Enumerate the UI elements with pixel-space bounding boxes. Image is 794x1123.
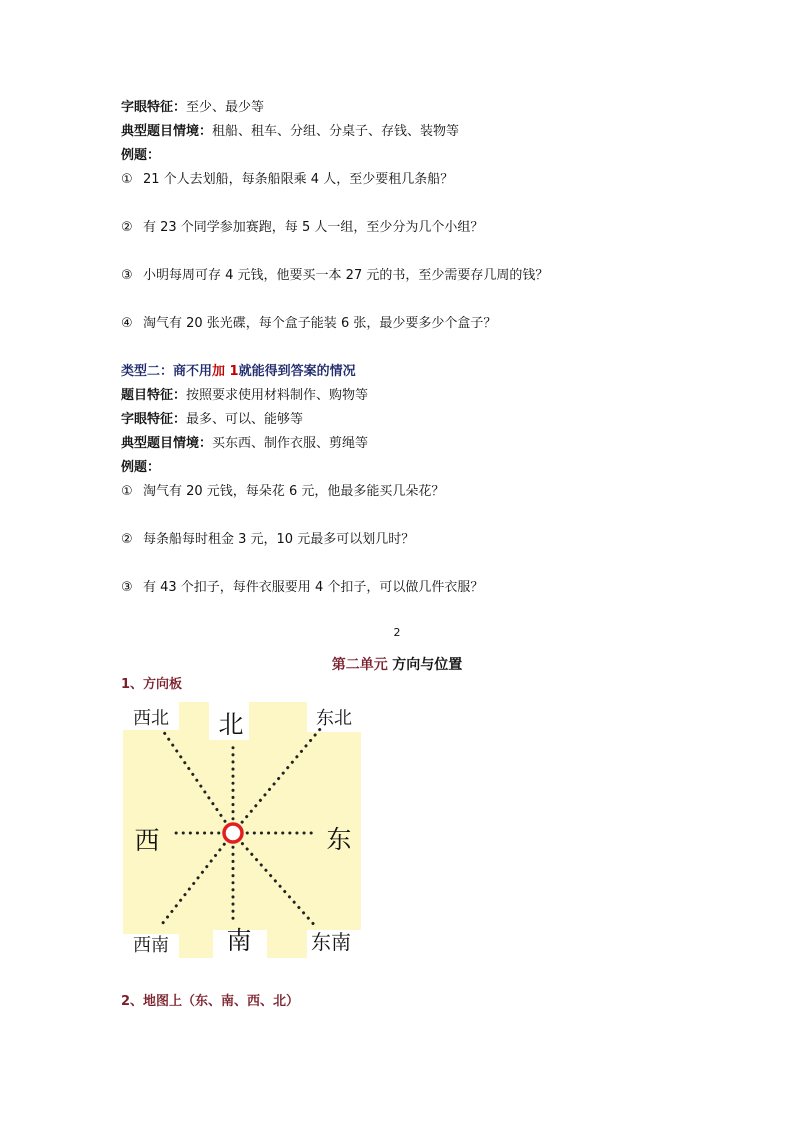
label-east: 东 <box>326 825 352 854</box>
example-item <box>121 219 483 237</box>
label-north: 北 <box>218 710 244 739</box>
scenario-label: 典型题目情境： <box>121 124 213 139</box>
label-northeast: 东北 <box>316 708 352 729</box>
example-item <box>121 267 548 285</box>
center-ring <box>224 824 242 842</box>
keywords-value: 最多、可以、能够等 <box>186 412 304 427</box>
keywords-label: 字眼特征： <box>121 412 187 427</box>
example-item <box>121 531 414 549</box>
example-text: 淘气有 20 元钱，每朵花 6 元，他最多能买几朵花？ <box>143 484 445 499</box>
example-text: 小明每周可存 4 元钱，他要买一本 27 元的书，至少需要存几周的钱？ <box>143 268 549 283</box>
examples-label-2: 例题： <box>121 460 161 475</box>
example-text: 淘气有 20 张光碟，每个盒子能装 6 张，最少要多少个盒子？ <box>143 316 497 331</box>
page-number: 2 <box>393 626 401 639</box>
example-text: 有 23 个同学参加赛跑，每 5 人一组，至少分为几个小组？ <box>143 220 484 235</box>
unit-title <box>0 654 794 674</box>
scenario-value: 买东西、制作衣服、剪绳等 <box>212 436 369 451</box>
topic-line <box>121 387 368 405</box>
topic-value: 按照要求使用材料制作、购物等 <box>186 388 369 403</box>
item-2-title: 2、地图上（东、南、西、北） <box>121 994 300 1009</box>
example-text: 每条船每时租金 3 元，10 元最多可以划几时？ <box>143 532 415 547</box>
example-item <box>121 483 444 501</box>
direction-board <box>121 702 365 960</box>
keywords-label: 字眼特征： <box>121 100 187 115</box>
label-northwest: 西北 <box>133 708 169 729</box>
example-item <box>121 315 496 333</box>
example-text: 21 个人去划船，每条船限乘 4 人，至少要租几条船？ <box>143 172 454 187</box>
keywords-line-1 <box>121 99 264 117</box>
example-item <box>121 579 483 597</box>
example-number: ① <box>121 484 133 499</box>
label-south: 南 <box>226 926 252 955</box>
heading-suffix: 就能得到答案的情况 <box>238 364 356 379</box>
scenario-value: 租船、租车、分组、分桌子、存钱、装物等 <box>212 124 460 139</box>
topic-label: 题目特征： <box>121 388 187 403</box>
example-number: ④ <box>121 316 133 331</box>
example-number: ① <box>121 172 133 187</box>
example-number: ③ <box>121 580 133 595</box>
unit-prefix: 第二单元 <box>331 657 388 673</box>
label-southwest: 西南 <box>133 935 169 956</box>
example-text: 有 43 个扣子，每件衣服要用 4 个扣子，可以做几件衣服？ <box>143 580 484 595</box>
scenario-line-2 <box>121 435 368 453</box>
unit-name: 方向与位置 <box>392 657 463 673</box>
label-southeast: 东南 <box>311 930 351 954</box>
example-number: ② <box>121 532 133 547</box>
label-west: 西 <box>134 826 160 855</box>
heading-prefix: 类型二：商不用 <box>121 364 213 379</box>
item-1-title: 1、方向板 <box>121 677 183 692</box>
type-two-heading <box>121 363 356 381</box>
keywords-value: 至少、最少等 <box>186 100 265 115</box>
scenario-label: 典型题目情境： <box>121 436 213 451</box>
scenario-line-1 <box>121 123 459 141</box>
examples-label-1: 例题： <box>121 148 161 163</box>
keywords-line-2 <box>121 411 303 429</box>
example-item <box>121 171 453 189</box>
example-number: ③ <box>121 268 133 283</box>
heading-highlight: 加 1 <box>212 364 239 379</box>
example-number: ② <box>121 220 133 235</box>
